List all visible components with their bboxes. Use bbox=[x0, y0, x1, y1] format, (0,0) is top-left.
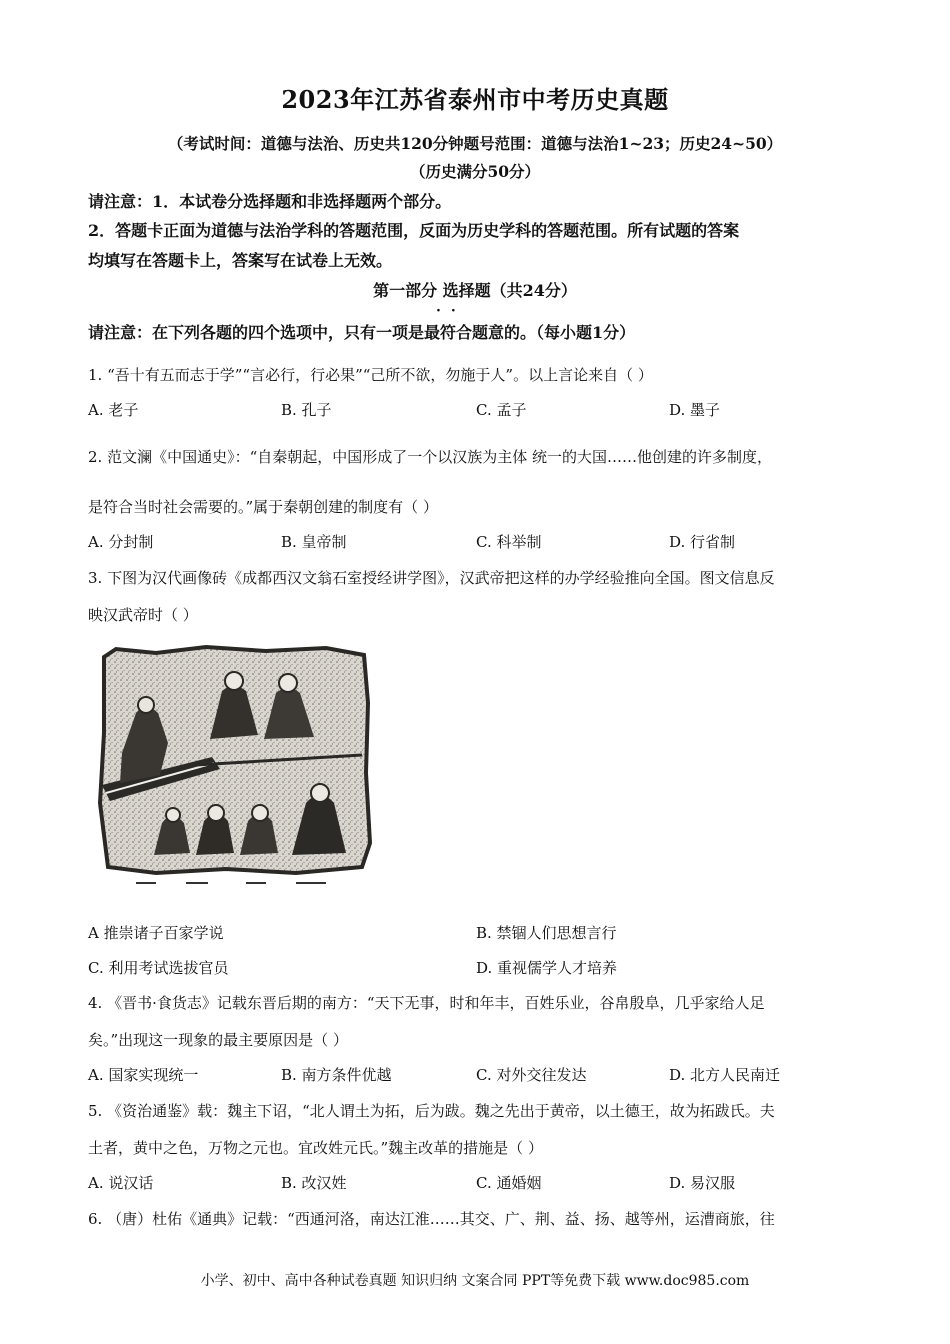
q2-option-c: C. 科举制 bbox=[476, 533, 542, 551]
q3-stem-line-1: 3. 下图为汉代画像砖《成都西汉文翁石室授经讲学图》，汉武帝把这样的办学经验推向全国。图文信息反 bbox=[88, 569, 775, 587]
emphasis-dots: ·· bbox=[436, 303, 466, 319]
q5-stem-line-1: 5. 《资治通鉴》载：魏主下诏，“北人谓土为拓，后为跋。魏之先出于黄帝，以土德王，故为拓跋氏。夫 bbox=[88, 1102, 775, 1120]
part1-heading: 第一部分 选择题（共24分） bbox=[373, 281, 577, 300]
q2-option-a: A. 分封制 bbox=[88, 533, 154, 551]
q4-option-a: A. 国家实现统一 bbox=[88, 1066, 199, 1084]
q1-option-a: A. 老子 bbox=[88, 401, 139, 419]
exam-info: （考试时间：道德与法治、历史共120分钟题号范围：道德与法治1~23；历史24~50） bbox=[167, 134, 783, 153]
page-title: 2023年江苏省泰州市中考历史真题 bbox=[281, 85, 669, 114]
q5-option-d: D. 易汉服 bbox=[669, 1174, 736, 1192]
q1-stem: 1. “吾十有五而志于学”“言必行，行必果”“己所不欲，勿施于人”。以上言论来自（ ） bbox=[88, 366, 653, 384]
q4-option-b: B. 南方条件优越 bbox=[281, 1066, 392, 1084]
q1-option-b: B. 孔子 bbox=[281, 401, 332, 419]
q4-option-c: C. 对外交往发达 bbox=[476, 1066, 587, 1084]
q5-option-c: C. 通婚姻 bbox=[476, 1174, 542, 1192]
q2-stem-line-1: 2. 范文澜《中国通史》：“自秦朝起，中国形成了一个以汉族为主体 统一的大国……他创建的许多制度， bbox=[88, 448, 773, 466]
q1-option-c: C. 孟子 bbox=[476, 401, 527, 419]
notice-line-2: 2．答题卡正面为道德与法治学科的答题范围，反面为历史学科的答题范围。所有试题的答案 bbox=[88, 221, 740, 240]
q5-stem-line-2: 土者，黄中之色，万物之元也。宜改姓元氏。”魏主改革的措施是（ ） bbox=[88, 1139, 543, 1157]
q3-stem-line-2: 映汉武帝时（ ） bbox=[88, 606, 198, 624]
notice-line-1: 请注意：1．本试卷分选择题和非选择题两个部分。 bbox=[88, 192, 452, 211]
q3-option-b: B. 禁锢人们思想言行 bbox=[476, 924, 617, 942]
q3-option-a: A 推崇诸子百家学说 bbox=[88, 924, 224, 942]
q3-option-d: D. 重视儒学人才培养 bbox=[476, 959, 618, 977]
q2-stem-line-2: 是符合当时社会需要的。”属于秦朝创建的制度有（ ） bbox=[88, 498, 438, 516]
q4-stem-line-1: 4. 《晋书·食货志》记载东晋后期的南方：“天下无事，时和年丰，百姓乐业，谷帛殷阜，几乎家给人足 bbox=[88, 994, 765, 1012]
q5-option-a: A. 说汉话 bbox=[88, 1174, 154, 1192]
page-footer: 小学、初中、高中各种试卷真题 知识归纳 文案合同 PPT等免费下载 www.doc985.com bbox=[200, 1273, 750, 1289]
part1-instruction: 请注意：在下列各题的四个选项中，只有一项是最符合题意的。（每小题1分） bbox=[88, 323, 636, 342]
notice-line-3: 均填写在答题卡上，答案写在试卷上无效。 bbox=[88, 251, 393, 270]
q1-option-d: D. 墨子 bbox=[669, 401, 721, 419]
q4-stem-line-2: 矣。”出现这一现象的最主要原因是（ ） bbox=[88, 1031, 348, 1049]
q2-option-b: B. 皇帝制 bbox=[281, 533, 347, 551]
q2-option-d: D. 行省制 bbox=[669, 533, 736, 551]
q5-option-b: B. 改汉姓 bbox=[281, 1174, 347, 1192]
han-brick-relief-image bbox=[96, 643, 372, 887]
full-score: （历史满分50分） bbox=[409, 162, 541, 181]
q4-option-d: D. 北方人民南迁 bbox=[669, 1066, 781, 1084]
q6-stem-line-1: 6. （唐）杜佑《通典》记载：“西通河洛，南达江淮……其交、广、荆、益、扬、越等州，运漕商旅，往 bbox=[88, 1210, 775, 1228]
q3-option-c: C. 利用考试选拔官员 bbox=[88, 959, 229, 977]
